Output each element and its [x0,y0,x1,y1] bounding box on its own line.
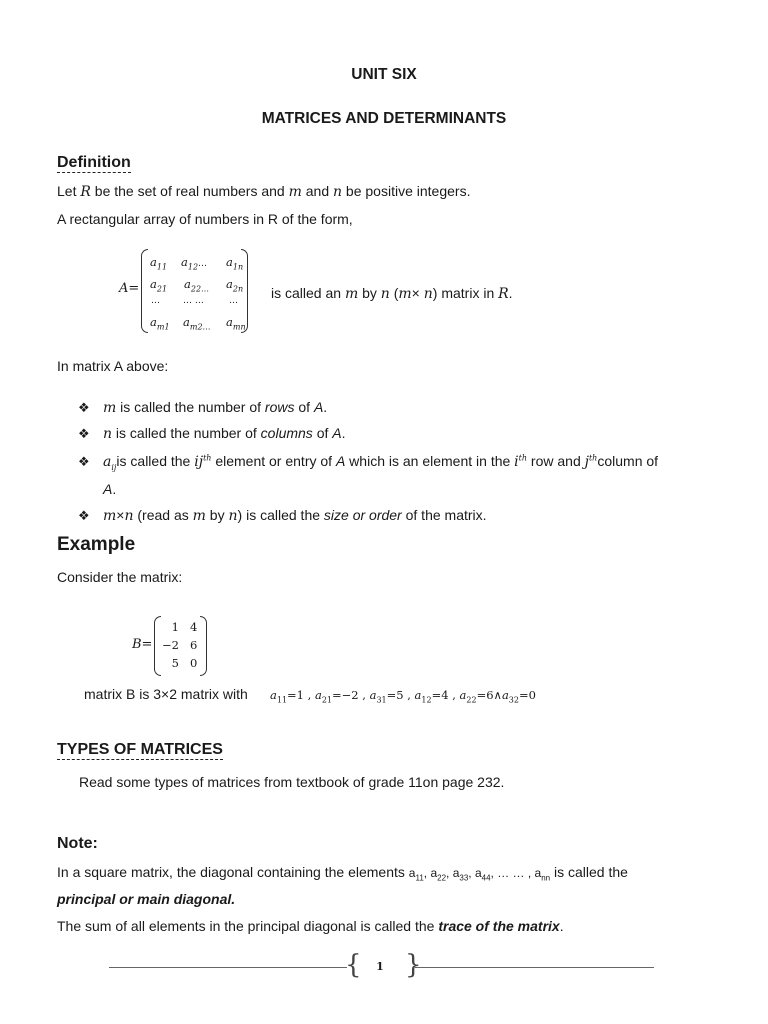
bullet-icon: ❖ [78,508,90,523]
matrix-a-cell: … … [183,296,204,306]
matrix-b-cell: 5 [171,656,179,670]
types-heading: TYPES OF MATRICES [57,741,223,758]
example-statement: matrix B is 3×2 matrix with [84,686,248,702]
bullet-icon: ❖ [78,400,90,415]
matrix-b-label: B= [132,637,153,652]
note-line-3 [57,918,564,934]
footer-rule-right [415,967,654,968]
matrix-b-cell: 4 [190,620,198,634]
definition-line-2: A rectangular array of numbers in R of the form, [57,211,353,227]
in-matrix-text: In matrix A above: [57,358,169,374]
bullet-item: m is called the number of rows of A. [103,399,328,416]
example-heading: Example [57,534,136,555]
matrix-a-description: is called an m by n (m× n) matrix in R. [271,285,513,302]
matrix-a-cell: $a_{1n}$ [226,255,244,272]
note-line-3-suffix: . [559,918,564,934]
footer-left-brace: { [345,950,362,980]
trace-term: trace of the matrix [438,918,560,934]
note-line-1: In a square matrix, the diagonal containing the elements $a_{11}$, $a_{22}$, $a_{33}$, $a_{44}$, … … , $a_{nn}$ is called the [57,864,628,883]
example-intro: Consider the matrix: [57,569,183,585]
footer-right-brace: } [405,950,422,980]
matrix-b-cell: 6 [190,638,198,652]
unit-title: UNIT SIX [351,66,417,83]
matrix-a-cell: $a_{22\dots}$ [184,277,210,294]
bullet-item: $a_{ij}is$ called the $ij^{th}$ element or entry of A which is an element in the $i^{th}$ row and $j^{th}column$ of [103,453,659,472]
bullet-item-continued: A. [103,481,117,497]
example-entries: $a_{11}=1$ , $a_{21}=-2$ , $a_{31}=5$ , $a_{12}=4$ , $a_{22}=6\wedge a_{32}=0$ [270,688,536,705]
note-heading: Note: [57,835,98,852]
matrix-a-cell: … [229,296,238,306]
matrix-a-cell: $a_{21}$ [150,277,168,294]
page-number: 1 [376,960,384,973]
note-line-3-prefix: The sum of all elements in the principal diagonal is called the [57,918,439,934]
matrix-b-cell: −2 [162,638,179,652]
matrix-b-cell: 0 [190,656,198,670]
matrix-b-right-bracket [200,616,207,676]
matrix-a-cell: $a_{2n}$ [226,277,244,294]
definition-heading: Definition [57,154,131,171]
matrix-b-cell: 1 [171,620,179,634]
matrix-a-cell: $a_{12}\dots$ [181,255,208,272]
bullet-icon: ❖ [78,426,90,441]
note-line-2: principal or main diagonal. [57,891,236,907]
bullet-icon: ❖ [78,454,90,469]
matrix-a-cell: $a_{11}$ [150,255,168,272]
bullet-item: m×n (read as m by n) is called the size or order of the matrix. [103,507,487,524]
matrix-a-cell: $a_{mn}$ [226,315,246,332]
definition-line-1: Let R be the set of real numbers and m and n be positive integers. [57,183,471,200]
bullet-item: n is called the number of columns of A. [103,425,346,442]
types-text: Read some types of matrices from textbook of grade 11on page 232. [79,774,505,790]
chapter-title: MATRICES AND DETERMINANTS [261,110,507,127]
footer-rule-left [109,967,347,968]
matrix-a-label: A= [119,281,140,296]
matrix-a-cell: … [151,296,160,306]
matrix-a-left-bracket [141,249,148,333]
matrix-a-cell: $a_{m2\dots}$ [183,315,211,332]
matrix-a-cell: $a_{m1}$ [150,315,170,332]
